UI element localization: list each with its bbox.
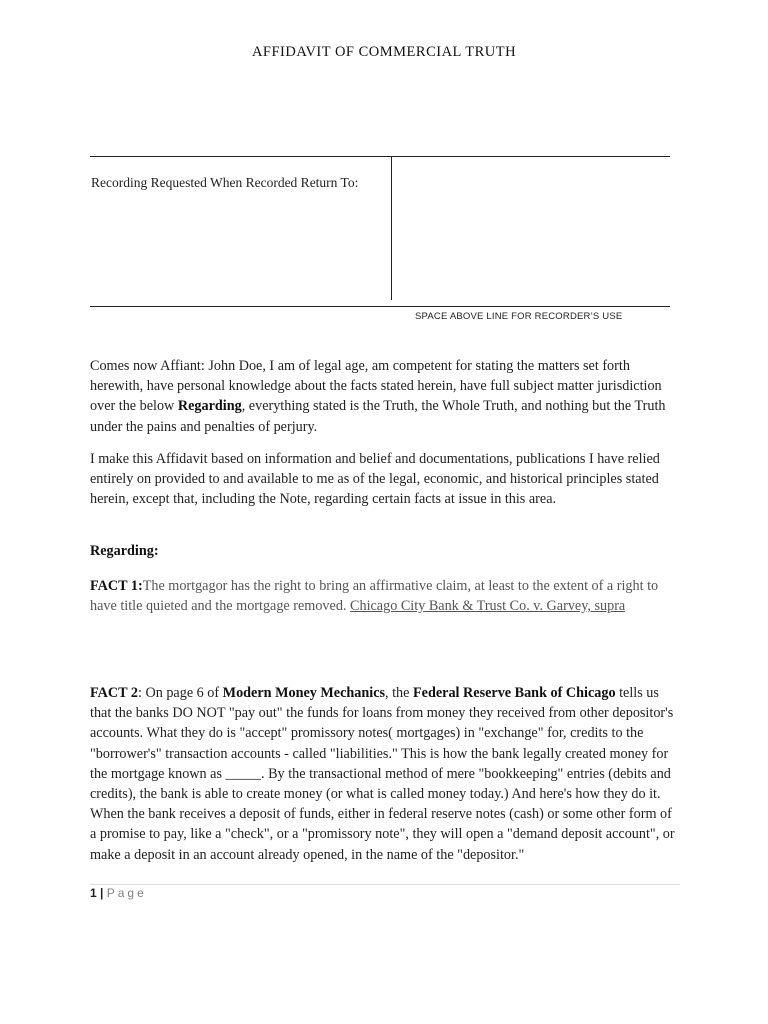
recording-box-bottom-rule [90,306,670,307]
regarding-heading [90,541,680,561]
regarding-bold: Regarding [177,398,242,415]
recorder-use-label: SPACE ABOVE LINE FOR RECORDER’S USE [415,311,623,322]
fact-1 [90,576,680,616]
recording-requested-label: Recording Requested When Recorded Return To: [91,175,359,190]
recording-box-top-rule [90,156,670,157]
recording-box-divider [391,156,392,300]
affiant-text-1: Comes now Affiant: John Doe, I am of legal age, am competent for stating the matters set forth herewith, have personal knowledge about the facts stated herein, have full subject matter jurisdiction over the below [90,358,662,415]
fact-2-label: FACT 2 [90,685,138,701]
fact-1-text: The mortgagor has the right to bring an affirmative claim, at least to the extent of a right to have title quieted and the mortgage removed. [90,578,659,615]
regarding-heading-text: Regarding: [90,543,159,559]
fact-2-bank-name: Federal Reserve Bank of Chicago [413,685,616,701]
page-word: Page [106,886,147,900]
fact-2-book-title: Modern Money Mechanics [222,685,386,701]
affiant-paragraph [90,356,680,437]
basis-text: I make this Affidavit based on information and belief and documentations, publications I have relied entirely on provided to and available to me as of the legal, economic, and historical principles stated herein, except that, including the Note, regarding certain facts at issue in this area. [90,451,660,508]
basis-paragraph [90,449,680,510]
fact-2-text: tells us that the banks DO NOT "pay out" the funds for loans from money they received from other depositor's accounts. What they do is "accept" promissory notes( mortgages) in "exchange" for, credits to the "borrower's" transaction accounts - called "liabilities." This is how the bank legally created money for the mortgage known as _____. By the transactional method of mere "bookkeeping" entries (debits and credits), the bank is able to create money (or what is called money today.) And here's how they do it. When the bank receives a deposit of funds, either in federal reserve notes (cash) or some other form of a promise to pay, like a "check", or a "promissory note", they will open a "demand deposit account", or make a deposit in an account already opened, in the name of the "depositor." [90,685,675,863]
affiant-text-2: , everything stated is the Truth, the Whole Truth, and nothing but the Truth under the pains and penalties of perjury. [90,398,666,435]
fact-1-label: FACT 1: [90,578,143,594]
fact-1-citation-link[interactable]: Chicago City Bank & Trust Co. v. Garvey, supra [350,598,626,615]
footer-rule [90,884,680,885]
page-footer [90,886,147,900]
page-number: 1 [90,886,97,900]
fact-2-intro: : On page 6 of [137,685,223,701]
fact-2 [90,683,680,865]
page-separator: | [100,886,104,900]
fact-2-mid: , the [385,685,413,701]
document-title: AFFIDAVIT OF COMMERCIAL TRUTH [251,44,517,60]
